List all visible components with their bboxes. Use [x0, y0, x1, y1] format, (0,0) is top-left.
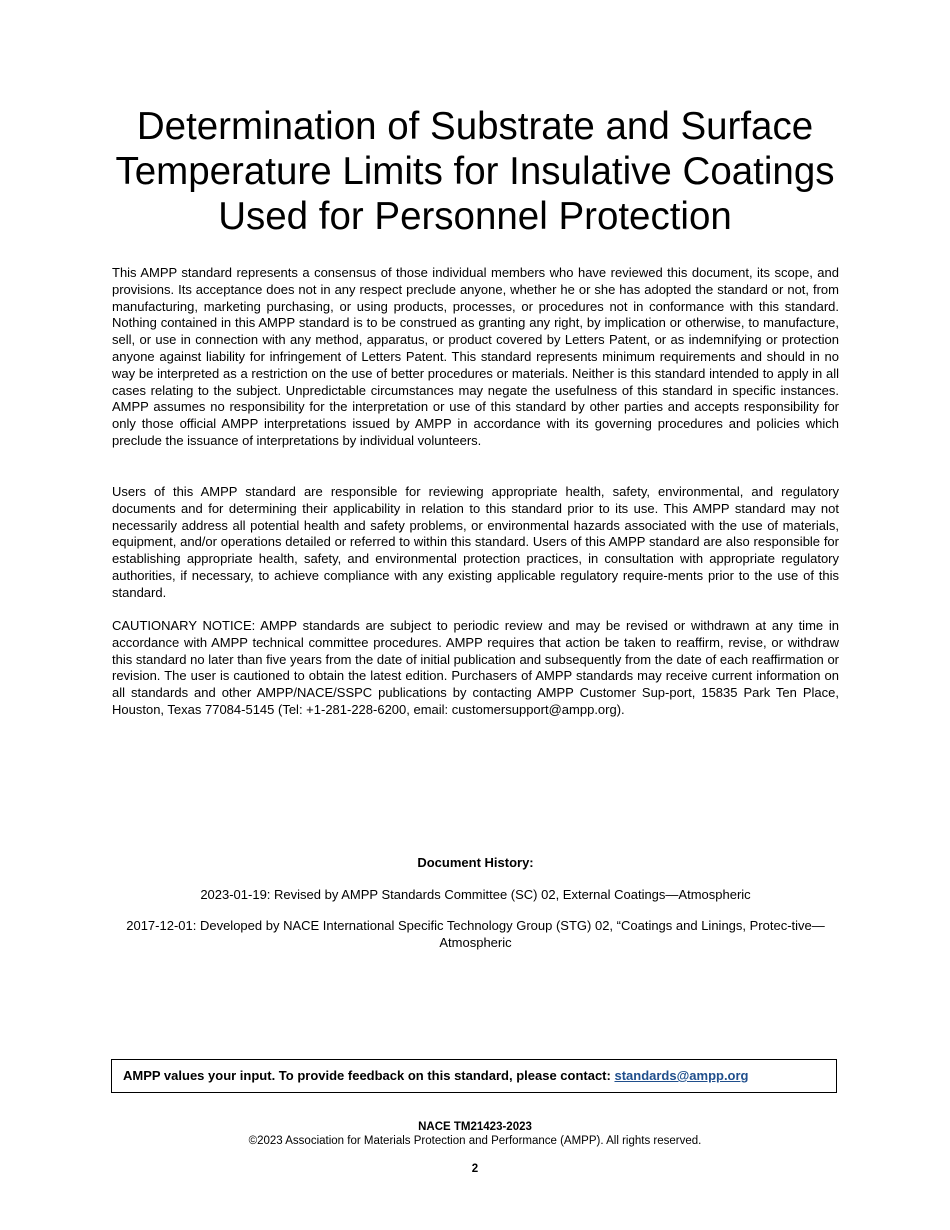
document-history-heading: Document History: [417, 855, 534, 870]
cautionary-notice-paragraph: CAUTIONARY NOTICE: AMPP standards are subject to periodic review and may be revised or withdrawn at any time in accordance with AMPP technical committee procedures. AMPP requires that action be taken to reaffirm, revise, or withdraw this standard no later than five years from the date of initial publication and subsequently from the date of each reaffirmation or revision. The user is cautioned to obtain the latest edition. Purchasers of AMPP standards may receive current information on all standards and other AMPP/NACE/SSPC publications by contacting AMPP Customer Sup-port, 15835 Park Ten Place, Houston, Texas 77084-5145 (Tel: +1-281-228-6200, email: customersupport@ampp.org). [112, 618, 839, 717]
standard-code: NACE TM21423-2023 [418, 1121, 532, 1133]
title-line: Temperature Limits for Insulative Coatings [115, 150, 835, 193]
users-responsibility-paragraph: Users of this AMPP standard are responsible for reviewing appropriate health, safety, environmental, and regulatory documents and for determining their applicability in relation to this standard prior to its use. This AMPP standard may not necessarily address all potential health and safety problems, or environmental hazards associated with the use of materials, equipment, and/or operations detailed or referred to within this standard. Users of this AMPP standard are also responsible for establishing appropriate health, safety, and environmental protection practices, in consultation with appropriate regulatory authorities, if necessary, to achieve compliance with any existing applicable regulatory require-ments prior to the use of this standard. [112, 484, 839, 600]
history-entry: 2017-12-01: Developed by NACE International Specific Technology Group (STG) 02, “Coatings and Linings, Protec-tive—Atmospheric [126, 918, 825, 950]
title-line: Determination of Substrate and Surface [136, 105, 814, 148]
feedback-box [111, 1059, 837, 1093]
feedback-text: AMPP values your input. To provide feedback on this standard, please contact: [123, 1068, 615, 1083]
page-number: 2 [471, 1163, 479, 1175]
history-entry: 2023-01-19: Revised by AMPP Standards Committee (SC) 02, External Coatings—Atmospheric [200, 887, 751, 902]
feedback-email-link[interactable]: standards@ampp.org [614, 1068, 749, 1083]
title-line: Used for Personnel Protection [218, 195, 732, 238]
copyright-notice: ©2023 Association for Materials Protection and Performance (AMPP). All rights reserved. [248, 1135, 702, 1147]
document-title [90, 104, 860, 239]
consensus-paragraph: This AMPP standard represents a consensus of those individual members who have reviewed this document, its scope, and provisions. Its acceptance does not in any respect preclude anyone, whether he or she has adopted the standard or not, from manufacturing, marketing purchasing, or using products, processes, or procedures not in conformance with this standard. Nothing contained in this AMPP standard is to be construed as granting any right, by implication or otherwise, to manufacture, sell, or use in connection with any method, apparatus, or product covered by Letters Patent, or as indemnifying or protection anyone against liability for infringement of Letters Patent. This standard represents minimum requirements and should in no way be interpreted as a restriction on the use of better procedures or materials. Neither is this standard intended to apply in all cases relating to the subject. Unpredictable circumstances may negate the usefulness of this standard in specific instances. AMPP assumes no responsibility for the interpretation or use of this standard by other parties and accepts responsibility for only those official AMPP interpretations issued by AMPP in accordance with its governing procedures and policies which preclude the issuance of interpretations by individual volunteers. [112, 265, 839, 448]
